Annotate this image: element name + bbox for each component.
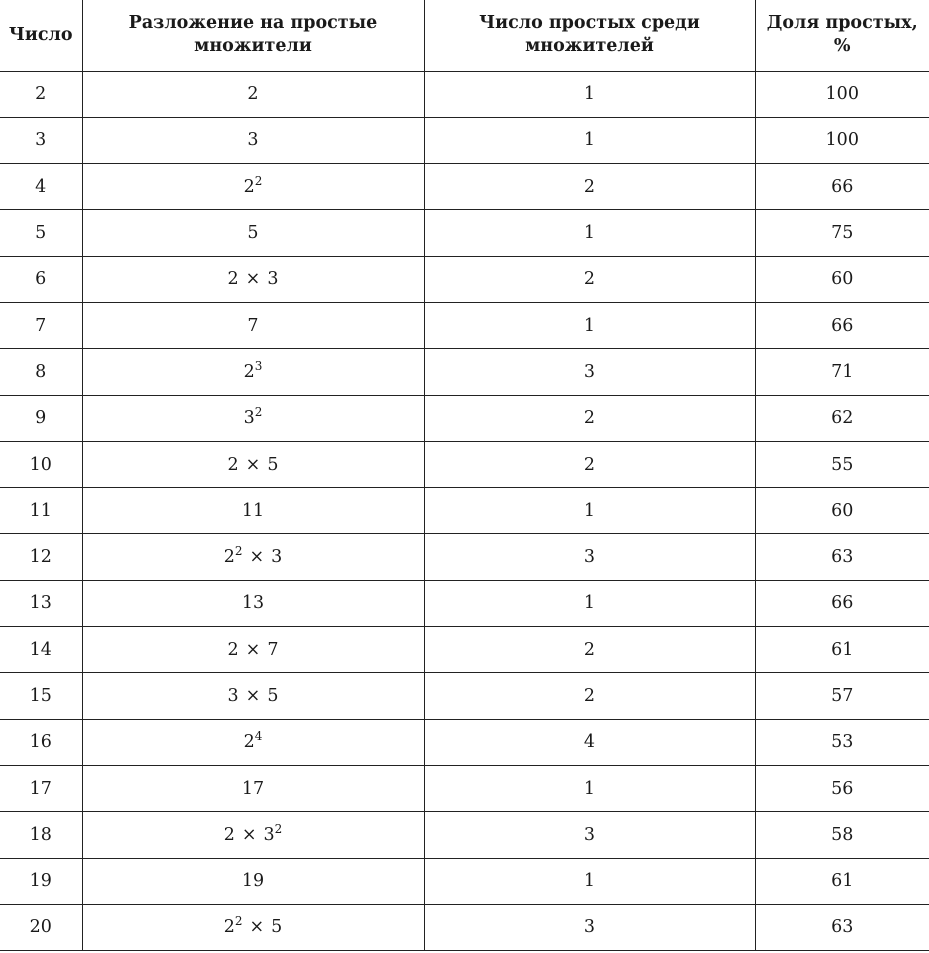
factor-exponent: 3 <box>254 358 263 373</box>
cell-prime-share: 60 <box>755 488 929 534</box>
cell-prime-count: 1 <box>424 117 755 163</box>
table-row <box>0 395 929 441</box>
header-row <box>0 0 929 71</box>
header-number: Число <box>0 0 82 71</box>
times-sign: × <box>245 454 261 475</box>
cell-prime-count: 4 <box>424 719 755 765</box>
cell-number: 20 <box>0 904 82 950</box>
table-row <box>0 765 929 811</box>
times-sign: × <box>245 686 261 706</box>
cell-prime-share: 100 <box>755 71 929 117</box>
factor-base: 2 <box>243 361 255 382</box>
factor-base: 5 <box>247 223 259 244</box>
factor-base: 3 <box>247 130 259 151</box>
cell-factorization <box>82 164 424 210</box>
table-row <box>0 117 929 163</box>
cell-number: 4 <box>0 164 82 210</box>
cell-factorization <box>82 534 424 580</box>
factor-exponent: 2 <box>254 405 263 420</box>
cell-prime-share: 60 <box>755 256 929 302</box>
factor-base: 11 <box>241 500 265 521</box>
table-row <box>0 71 929 117</box>
cell-prime-share: 66 <box>755 302 929 348</box>
factor-exponent: 2 <box>234 914 243 929</box>
table-row <box>0 719 929 765</box>
cell-number: 10 <box>0 441 82 487</box>
times-sign: × <box>249 547 265 568</box>
times-sign: × <box>245 269 261 290</box>
cell-factorization <box>82 349 424 395</box>
factor-base: 7 <box>247 315 259 336</box>
cell-prime-share: 63 <box>755 534 929 580</box>
cell-prime-share: 66 <box>755 580 929 626</box>
cell-factorization <box>82 117 424 163</box>
cell-factorization <box>82 627 424 673</box>
cell-number: 2 <box>0 71 82 117</box>
cell-prime-count: 1 <box>424 765 755 811</box>
factor-base: 2 <box>223 547 235 568</box>
cell-factorization <box>82 719 424 765</box>
cell-prime-count: 2 <box>424 395 755 441</box>
factor-base: 13 <box>241 593 265 614</box>
cell-number: 19 <box>0 858 82 904</box>
table-row <box>0 673 929 719</box>
cell-prime-count: 1 <box>424 858 755 904</box>
cell-factorization <box>82 858 424 904</box>
cell-factorization <box>82 441 424 487</box>
cell-factorization <box>82 395 424 441</box>
cell-factorization <box>82 904 424 950</box>
cell-factorization <box>82 71 424 117</box>
factor-base: 2 <box>247 84 259 105</box>
cell-prime-share: 55 <box>755 441 929 487</box>
cell-number: 11 <box>0 488 82 534</box>
cell-prime-count: 1 <box>424 302 755 348</box>
cell-number: 7 <box>0 302 82 348</box>
cell-prime-share: 66 <box>755 164 929 210</box>
cell-prime-share: 75 <box>755 210 929 256</box>
factor-exponent: 4 <box>254 729 263 744</box>
cell-factorization <box>82 812 424 858</box>
table-row <box>0 534 929 580</box>
factor-base: 5 <box>271 917 283 938</box>
factor-base: 2 <box>243 732 255 753</box>
cell-prime-share: 63 <box>755 904 929 950</box>
cell-factorization <box>82 302 424 348</box>
factor-base: 5 <box>267 454 279 475</box>
header-factorization: Разложение на простые множители <box>82 0 424 71</box>
cell-prime-count: 2 <box>424 627 755 673</box>
cell-number: 13 <box>0 580 82 626</box>
cell-prime-share: 61 <box>755 858 929 904</box>
factor-base: 2 <box>223 824 235 845</box>
table-row <box>0 488 929 534</box>
cell-prime-share: 57 <box>755 673 929 719</box>
factor-exponent: 2 <box>254 173 263 188</box>
table-row <box>0 580 929 626</box>
cell-number: 3 <box>0 117 82 163</box>
table-row <box>0 858 929 904</box>
table-row <box>0 441 929 487</box>
cell-prime-share: 58 <box>755 812 929 858</box>
factor-base: 3 <box>227 686 239 706</box>
cell-number: 5 <box>0 210 82 256</box>
table-row <box>0 349 929 395</box>
cell-prime-count: 2 <box>424 441 755 487</box>
factor-base: 2 <box>227 454 239 475</box>
table-row <box>0 904 929 950</box>
factor-base: 19 <box>241 871 265 892</box>
cell-number: 8 <box>0 349 82 395</box>
cell-number: 17 <box>0 765 82 811</box>
times-sign: × <box>245 639 261 660</box>
cell-number: 14 <box>0 627 82 673</box>
factor-base: 3 <box>263 824 275 845</box>
times-sign: × <box>249 917 265 938</box>
cell-factorization <box>82 256 424 302</box>
cell-prime-count: 3 <box>424 904 755 950</box>
factor-base: 2 <box>223 917 235 938</box>
factor-base: 3 <box>267 269 279 290</box>
cell-prime-count: 3 <box>424 812 755 858</box>
factor-base: 3 <box>243 408 255 429</box>
table-row <box>0 302 929 348</box>
table-body <box>0 71 929 951</box>
cell-prime-count: 2 <box>424 673 755 719</box>
table-row <box>0 627 929 673</box>
table-row <box>0 256 929 302</box>
cell-prime-count: 1 <box>424 71 755 117</box>
cell-prime-count: 1 <box>424 580 755 626</box>
factor-base: 2 <box>227 269 239 290</box>
cell-factorization <box>82 210 424 256</box>
table-row <box>0 812 929 858</box>
cell-prime-count: 3 <box>424 534 755 580</box>
cell-number: 6 <box>0 256 82 302</box>
cell-prime-count: 3 <box>424 349 755 395</box>
cell-factorization <box>82 673 424 719</box>
cell-number: 12 <box>0 534 82 580</box>
cell-prime-share: 71 <box>755 349 929 395</box>
cell-prime-share: 62 <box>755 395 929 441</box>
factor-exponent: 2 <box>274 821 283 836</box>
cell-prime-count: 2 <box>424 256 755 302</box>
factor-exponent: 2 <box>234 544 243 559</box>
factor-base: 2 <box>227 639 239 660</box>
header-prime-count: Число простых среди множителей <box>424 0 755 71</box>
cell-factorization <box>82 580 424 626</box>
factor-base: 17 <box>241 778 265 799</box>
factor-base: 7 <box>267 639 279 660</box>
cell-prime-share: 61 <box>755 627 929 673</box>
cell-prime-share: 56 <box>755 765 929 811</box>
table-row <box>0 164 929 210</box>
cell-factorization <box>82 488 424 534</box>
cell-prime-count: 2 <box>424 164 755 210</box>
cell-prime-share: 53 <box>755 719 929 765</box>
cell-prime-share: 100 <box>755 117 929 163</box>
cell-number: 16 <box>0 719 82 765</box>
cell-number: 15 <box>0 673 82 719</box>
times-sign: × <box>241 824 257 845</box>
cell-prime-count: 1 <box>424 488 755 534</box>
table-row <box>0 210 929 256</box>
cell-factorization <box>82 765 424 811</box>
factor-base: 3 <box>271 547 283 568</box>
factor-base: 5 <box>267 686 279 706</box>
cell-prime-count: 1 <box>424 210 755 256</box>
header-prime-share: Доля простых, % <box>755 0 929 71</box>
factor-base: 2 <box>243 176 255 197</box>
cell-number: 9 <box>0 395 82 441</box>
cell-number: 18 <box>0 812 82 858</box>
